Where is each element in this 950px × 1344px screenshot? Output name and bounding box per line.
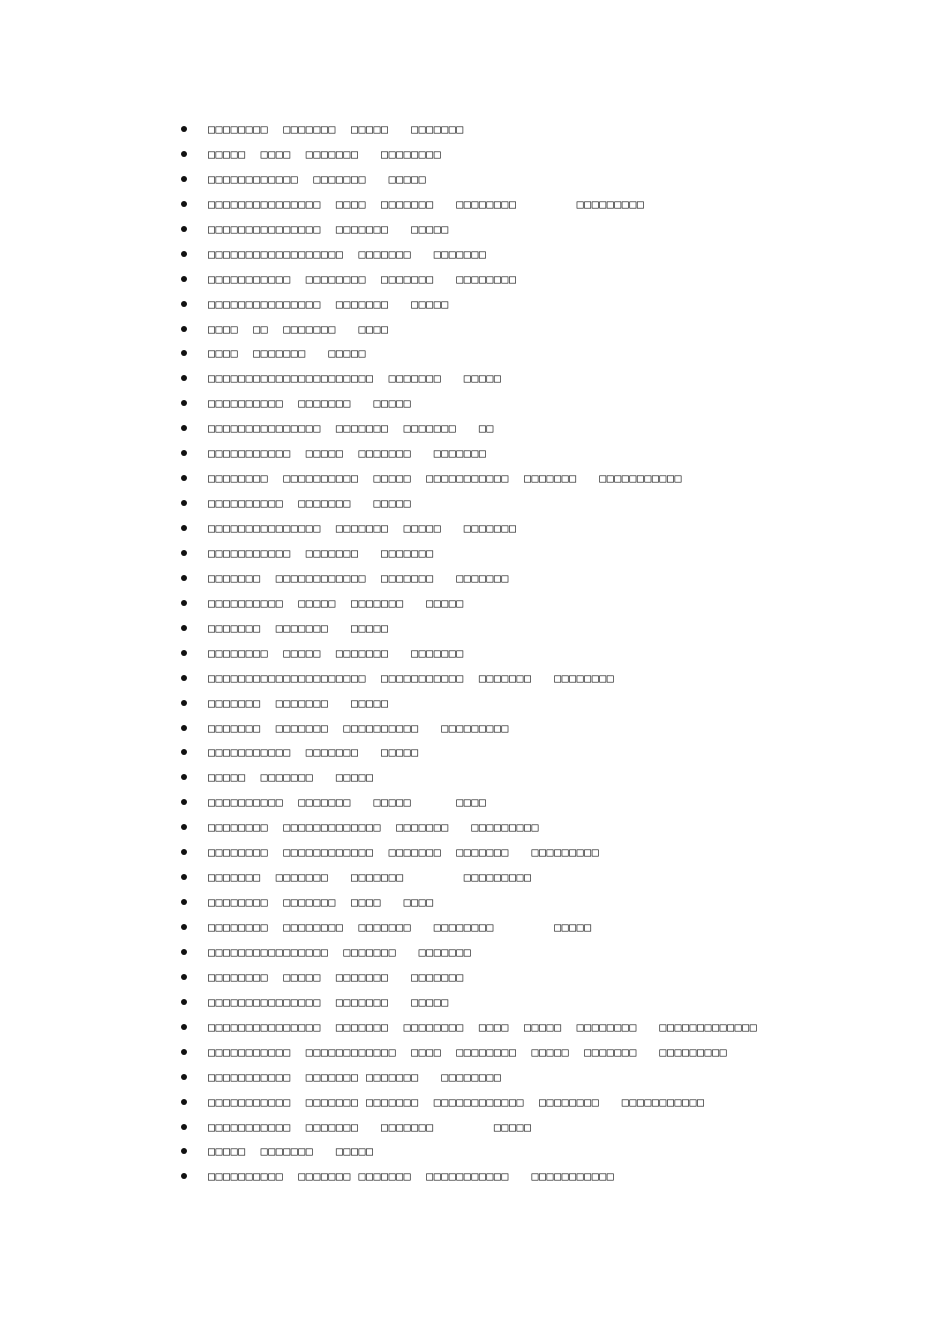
list-item-text: □□□□□□□□ □□□□□□□□□□ □□□□□ □□□□□□□□□□□ □□□□□□□ □□□□□□□□□□□ <box>208 471 682 486</box>
list-item-text: □□□□□□□□□□□ □□□□□□□ □□□□□□□ □□□□□□□□□□□□ □□□□□□□□ □□□□□□□□□□□ <box>208 1094 705 1109</box>
list-item <box>176 391 896 416</box>
list-item <box>176 491 896 516</box>
list-item <box>176 317 896 342</box>
list-item-text: □□□□□□□□□□□ □□□□□ □□□□□□□ □□□□□□□ <box>208 446 487 461</box>
bullet-icon <box>181 550 187 556</box>
list-item-text: □□□□ □□□□□□□ □□□□□ <box>208 346 366 361</box>
list-item-text: □□□□□□□□□□□ □□□□□□□ □□□□□□□ <box>208 545 434 560</box>
list-item <box>176 790 896 815</box>
list-item-text: □□□□□□□□□□ □□□□□□□ □□□□□ □□□□ <box>208 795 487 810</box>
list-item <box>176 541 896 566</box>
list-item <box>176 466 896 491</box>
list-item-text: □□□□□□□□□□□ □□□□□□□ □□□□□ <box>208 745 419 760</box>
list-item-text: □□□□□□□□ □□□□□□□ □□□□□ □□□□□□□ <box>208 122 464 136</box>
list-item-text: □□□□□ □□□□□□□ □□□□□ <box>208 1144 374 1159</box>
bullet-icon <box>181 1148 187 1154</box>
list-item <box>176 167 896 192</box>
bullet-icon <box>181 999 187 1005</box>
list-item-text: □□□□□□□□□□□□□□□□□□□□□ □□□□□□□□□□□ □□□□□□□ □□□□□□□□ <box>208 670 615 685</box>
list-item-text: □□□□□□□ □□□□□□□ □□□□□□□□□□ □□□□□□□□□ <box>208 720 509 735</box>
list-item <box>176 740 896 765</box>
bullet-icon <box>181 749 187 755</box>
list-item <box>176 117 896 142</box>
list-item <box>176 1015 896 1040</box>
bullet-icon <box>181 525 187 531</box>
list-item-text: □□□□□□□□ □□□□□□□□□□□□ □□□□□□□ □□□□□□□ □□□□□□□□□ <box>208 845 600 860</box>
list-item <box>176 990 896 1015</box>
bullet-icon <box>181 799 187 805</box>
list-item-text: □□□□□ □□□□□□□ □□□□□ <box>208 770 374 785</box>
bullet-icon <box>181 350 187 356</box>
list-item-text: □□□□□□□□□□□□ □□□□□□□ □□□□□ <box>208 171 427 186</box>
bullet-icon <box>181 949 187 955</box>
list-item <box>176 366 896 391</box>
bullet-icon <box>181 924 187 930</box>
bullet-icon <box>181 974 187 980</box>
list-item <box>176 915 896 940</box>
list-item-text: □□□□□ □□□□ □□□□□□□ □□□□□□□□ <box>208 146 442 161</box>
list-item-text: □□□□□□□□□□ □□□□□□□ □□□□□□□ □□□□□□□□□□□ □□□□□□□□□□□ <box>208 1169 615 1184</box>
list-item <box>176 940 896 965</box>
list-item <box>176 516 896 541</box>
bullet-icon <box>181 226 187 232</box>
list-item-text: □□□□□□□□□□□ □□□□□□□□ □□□□□□□ □□□□□□□□ <box>208 271 517 286</box>
bullet-icon <box>181 400 187 406</box>
bullet-icon <box>181 575 187 581</box>
list-item <box>176 815 896 840</box>
bullet-icon <box>181 251 187 257</box>
bullet-icon <box>181 1074 187 1080</box>
list-item-text: □□□□□□□□□□□□□□□ □□□□ □□□□□□□ □□□□□□□□ □□□□□□□□□ <box>208 196 645 211</box>
bullet-icon <box>181 475 187 481</box>
list-item <box>176 142 896 167</box>
list-item <box>176 416 896 441</box>
bullet-icon <box>181 700 187 706</box>
list-item <box>176 1164 896 1189</box>
bullet-icon <box>181 500 187 506</box>
list-item <box>176 840 896 865</box>
bullet-icon <box>181 1024 187 1030</box>
bullet-icon <box>181 675 187 681</box>
list-item <box>176 666 896 691</box>
bullet-icon <box>181 625 187 631</box>
list-item-text: □□□□□□□□□□ □□□□□ □□□□□□□ □□□□□ <box>208 595 464 610</box>
list-item <box>176 591 896 616</box>
bullet-icon <box>181 151 187 157</box>
bullet-icon <box>181 600 187 606</box>
list-item-text: □□□□□□□□□□□□□□□ □□□□□□□ □□□□□ <box>208 221 449 236</box>
list-item-text: □□□□□□□□□□□□□□□ □□□□□□□ □□□□□□□□ □□□□ □□□□□ □□□□□□□□ □□□□□□□□□□□□□ <box>208 1019 758 1034</box>
bullet-icon <box>181 201 187 207</box>
bullet-icon <box>181 375 187 381</box>
list-item-text: □□□□ □□ □□□□□□□ □□□□ <box>208 321 389 336</box>
list-item-text: □□□□□□□□□□□ □□□□□□□ □□□□□□□ □□□□□□□□ <box>208 1069 502 1084</box>
list-item-text: □□□□□□□□□□□□□□□ □□□□□□□ □□□□□ □□□□□□□ <box>208 521 517 535</box>
bullet-icon <box>181 774 187 780</box>
list-item <box>176 292 896 317</box>
list-item-text: □□□□□□□ □□□□□□□ □□□□□ <box>208 620 389 635</box>
bullet-icon <box>181 725 187 731</box>
list-item-text: □□□□□□□□□□□□□□□ □□□□□□□ □□□□□□□ □□ <box>208 421 494 436</box>
list-item <box>176 341 896 366</box>
list-item <box>176 441 896 466</box>
bullet-icon <box>181 1173 187 1179</box>
bullet-icon <box>181 650 187 656</box>
list-item <box>176 217 896 242</box>
list-item-text: □□□□□□□□□□ □□□□□□□ □□□□□ <box>208 396 412 411</box>
list-item <box>176 691 896 716</box>
list-item-text: □□□□□□□ □□□□□□□ □□□□□ <box>208 695 389 710</box>
bullet-icon <box>181 824 187 830</box>
bullet-icon <box>181 1049 187 1055</box>
list-item <box>176 242 896 267</box>
list-item <box>176 765 896 790</box>
list-item-text: □□□□□□□□ □□□□□□□□□□□□□ □□□□□□□ □□□□□□□□□ <box>208 820 540 835</box>
list-item-text: □□□□□□□ □□□□□□□ □□□□□□□ □□□□□□□□□ <box>208 870 532 885</box>
list-item-text: □□□□□□□□□□□ □□□□□□□□□□□□ □□□□ □□□□□□□□ □□□□□ □□□□□□□ □□□□□□□□□ <box>208 1044 728 1059</box>
bullet-icon <box>181 176 187 182</box>
list-item-text: □□□□□□□□ □□□□□ □□□□□□□ □□□□□□□ <box>208 645 464 660</box>
list-item <box>176 1065 896 1090</box>
list-item-text: □□□□□□□□□□□□□□□ □□□□□□□ □□□□□ <box>208 994 449 1009</box>
list-item <box>176 641 896 666</box>
list-item <box>176 192 896 217</box>
list-item <box>176 716 896 741</box>
list-item-text: □□□□□□□□ □□□□□□□ □□□□ □□□□ <box>208 895 434 910</box>
list-item <box>176 1090 896 1115</box>
list-item-text: □□□□□□□□□□ □□□□□□□ □□□□□ <box>208 496 412 511</box>
bullet-icon <box>181 326 187 332</box>
list-item <box>176 1040 896 1065</box>
list-item-text: □□□□□□□□□□□□□□□ □□□□□□□ □□□□□ <box>208 296 449 311</box>
bullet-icon <box>181 276 187 282</box>
bullet-icon <box>181 425 187 431</box>
bullet-icon <box>181 450 187 456</box>
bullet-icon <box>181 899 187 905</box>
bullet-icon <box>181 301 187 307</box>
list-item <box>176 890 896 915</box>
list-item-text: □□□□□□□□□□□ □□□□□□□ □□□□□□□ □□□□□ <box>208 1119 532 1134</box>
bullet-icon <box>181 1099 187 1105</box>
list-item-text: □□□□□□□□ □□□□□□□□ □□□□□□□ □□□□□□□□ □□□□□ <box>208 920 592 934</box>
list-item-text: □□□□□□□□ □□□□□ □□□□□□□ □□□□□□□ <box>208 969 464 984</box>
bullet-icon <box>181 126 187 132</box>
bullet-icon <box>181 1124 187 1130</box>
list-item <box>176 1115 896 1140</box>
list-item-text: □□□□□□□ □□□□□□□□□□□□ □□□□□□□ □□□□□□□ <box>208 570 509 585</box>
list-item <box>176 566 896 591</box>
list-item <box>176 865 896 890</box>
list-item-text: □□□□□□□□□□□□□□□□ □□□□□□□ □□□□□□□ <box>208 944 472 959</box>
list-item-text: □□□□□□□□□□□□□□□□□□ □□□□□□□ □□□□□□□ <box>208 246 487 261</box>
bullet-list <box>176 117 896 1189</box>
list-item-text: □□□□□□□□□□□□□□□□□□□□□□ □□□□□□□ □□□□□ <box>208 371 502 386</box>
bullet-icon <box>181 849 187 855</box>
list-item <box>176 1139 896 1164</box>
list-item <box>176 965 896 990</box>
list-item <box>176 267 896 292</box>
bullet-icon <box>181 874 187 880</box>
list-item <box>176 616 896 641</box>
